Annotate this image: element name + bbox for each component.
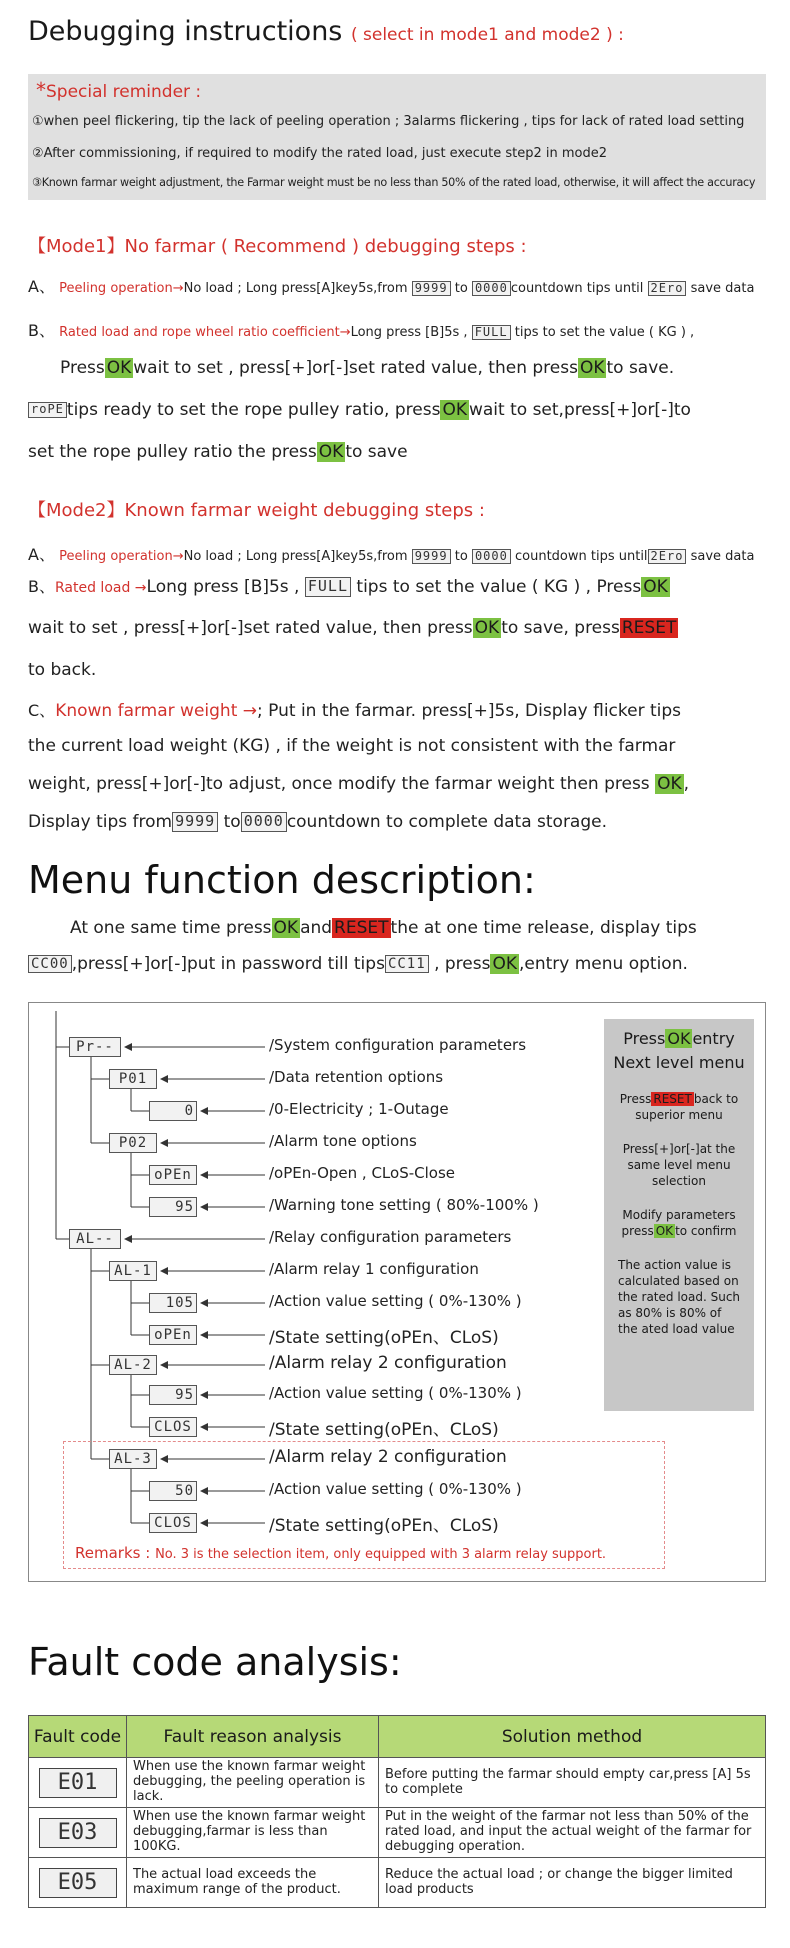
table-row — [29, 1808, 766, 1858]
help-entry: Press OK entry — [623, 1029, 735, 1048]
menu-tree-diagram — [28, 1002, 766, 1582]
mode2-step-b-line3: to back. — [28, 660, 97, 680]
node-open-1: oPEn — [149, 1165, 197, 1185]
lcd-full: FULL — [305, 577, 351, 596]
desc-alarm-relay-3: /Alarm relay 2 configuration — [269, 1447, 507, 1467]
desc-action-value-2: /Action value setting ( 0%-130% ) — [269, 1384, 522, 1402]
menu-intro-line1: At one same time press OK and RESET the at one time release, display tips — [70, 918, 697, 938]
menu-title: Menu function description: — [28, 858, 536, 902]
menu-remark: Remarks : No. 3 is the selection item, only equipped with 3 alarm relay support. — [75, 1544, 607, 1562]
lcd-zero: 2Ero — [648, 281, 687, 297]
menu-help-panel — [604, 1019, 754, 1411]
header-fault-reason: Fault reason analysis — [127, 1716, 379, 1758]
ok-key: OK — [474, 618, 500, 638]
fault-header-row — [29, 1716, 766, 1758]
mode1-step-a: A、 Peeling operation→No load ; Long press[A]key5s,from 9999 to 0000 countdown tips until 2Ero save data — [28, 277, 755, 296]
mode1-step-b-line3: roPE tips ready to set the rope pulley ratio, press OK wait to set,press[+]or[-]to — [28, 400, 691, 420]
desc-state-setting-1: /State setting(oPEn、CLoS) — [269, 1328, 499, 1348]
fault-code-table — [28, 1715, 766, 1908]
node-open-2: oPEn — [149, 1325, 197, 1345]
ok-key: OK — [273, 918, 299, 938]
node-al-2: AL-2 — [109, 1355, 157, 1375]
special-reminder-box — [28, 74, 766, 200]
help-next-level: Next level menu — [613, 1053, 745, 1072]
reset-key: RESET — [334, 918, 389, 938]
desc-state-setting-3: /State setting(oPEn、CLoS) — [269, 1516, 499, 1536]
fault-code-display: E01 — [39, 1768, 117, 1798]
fault-title: Fault code analysis: — [28, 1640, 402, 1684]
desc-open-close: /oPEn-Open , CLoS-Close — [269, 1164, 455, 1182]
reminder-line-3: ③Known farmar weight adjustment, the Farmar weight must be no less than 50% of the rated load, otherwise, it will affect the accuracy — [32, 176, 756, 189]
debug-title — [28, 16, 624, 47]
ok-key: OK — [579, 358, 605, 378]
help-action-value: The action value is calculated based on the rated load. Such as 80% is 80% of the ated load value — [618, 1258, 741, 1336]
ok-key: OK — [442, 400, 467, 420]
desc-alarm-relay-1: /Alarm relay 1 configuration — [269, 1260, 479, 1278]
node-value-95b: 95 — [149, 1385, 197, 1405]
help-modify: Modify parameters press OK to confirm — [621, 1208, 737, 1238]
lcd-full: FULL — [472, 325, 511, 341]
node-value-95a: 95 — [149, 1197, 197, 1217]
desc-system-config: /System configuration parameters — [269, 1036, 527, 1054]
lcd-9999: 9999 — [412, 281, 451, 297]
desc-relay-config: /Relay configuration parameters — [269, 1228, 512, 1246]
node-value-105: 105 — [149, 1293, 197, 1313]
node-al: AL-- — [69, 1229, 121, 1249]
lcd-zero: 2Ero — [648, 549, 687, 565]
debug-title-text: Debugging instructions — [28, 16, 343, 47]
node-p01: P01 — [109, 1069, 157, 1089]
fault-code-display: E05 — [39, 1868, 117, 1898]
mode2-step-b-line2: wait to set , press[+]or[-]set rated value, then press OK to save, press RESET — [28, 618, 677, 638]
reminder-line-1: ①when peel flickering, tip the lack of peeling operation ; 3alarms flickering , tips for lack of rated load setting — [32, 114, 745, 129]
mode2-step-c-line3: weight, press[+]or[-]to adjust, once modify the farmar weight then press OK , — [28, 774, 690, 794]
fault-reason-cell: When use the known farmar weight debugging, the peeling operation is lack. — [127, 1758, 379, 1808]
node-pr: Pr-- — [69, 1037, 121, 1057]
lcd-9999: 9999 — [412, 549, 451, 565]
mode2-step-b: B、Rated load →Long press [B]5s , FULL tips to set the value ( KG ) , Press OK — [28, 577, 668, 597]
mode2-step-c: C、Known farmar weight →; Put in the farmar. press[+]5s, Display flicker tips — [28, 701, 682, 721]
desc-alarm-tone: /Alarm tone options — [269, 1132, 417, 1150]
help-back: Press RESET back to superior menu — [619, 1092, 739, 1122]
lcd-rope: roPE — [28, 402, 67, 418]
ok-key: OK — [657, 774, 682, 794]
table-row — [29, 1858, 766, 1908]
node-clos-1: CLOS — [149, 1417, 197, 1437]
desc-electricity: /0-Electricity ; 1-Outage — [269, 1100, 449, 1118]
lcd-0000: 0000 — [472, 281, 511, 297]
help-same-level: Press[+]or[-]at the same level menu selection — [622, 1142, 736, 1188]
mode1-title: 【Mode1】No farmar ( Recommend ) debugging steps : — [28, 236, 527, 257]
lcd-0000: 0000 — [241, 812, 287, 831]
mode2-step-c-line4: Display tips from 9999 to 0000 countdown to complete data storage. — [28, 812, 608, 832]
node-al-1: AL-1 — [109, 1261, 157, 1281]
lcd-cc00: CC00 — [28, 955, 72, 973]
lcd-cc11: CC11 — [385, 955, 429, 973]
fault-code-cell — [29, 1858, 127, 1908]
desc-warning-tone: /Warning tone setting ( 80%-100% ) — [269, 1196, 539, 1214]
mode2-step-c-line2: the current load weight (KG) , if the weight is not consistent with the farmar — [28, 736, 676, 756]
fault-solution-cell: Reduce the actual load ; or change the bigger limited load products — [379, 1858, 766, 1908]
debug-subtitle: ( select in mode1 and mode2 ) : — [350, 25, 624, 45]
node-value-50: 50 — [149, 1481, 197, 1501]
ok-key: OK — [492, 954, 517, 974]
node-value-0: 0 — [149, 1101, 197, 1121]
header-fault-code: Fault code — [29, 1716, 127, 1758]
node-p02: P02 — [109, 1133, 157, 1153]
mode2-title: 【Mode2】Known farmar weight debugging steps : — [28, 500, 485, 521]
fault-solution-cell: Before putting the farmar should empty car,press [A] 5s to complete — [379, 1758, 766, 1808]
lcd-0000: 0000 — [472, 549, 511, 565]
fault-reason-cell: When use the known farmar weight debugging,farmar is less than 100KG. — [127, 1808, 379, 1858]
node-clos-2: CLOS — [149, 1513, 197, 1533]
fault-solution-cell: Put in the weight of the farmar not less than 50% of the rated load, and input the actual weight of the farmar for debugging operation. — [379, 1808, 766, 1858]
fault-code-cell — [29, 1758, 127, 1808]
mode2-step-a: A、 Peeling operation→No load ; Long press[A]key5s,from 9999 to 0000 countdown tips until 2Ero save data — [28, 545, 755, 564]
ok-key: OK — [318, 442, 344, 462]
desc-action-value-3: /Action value setting ( 0%-130% ) — [269, 1480, 522, 1498]
menu-intro-line2: CC00 ,press[+]or[-]put in password till tips CC11 , press OK ,entry menu option. — [28, 954, 688, 974]
fault-code-display: E03 — [39, 1818, 117, 1848]
mode1-step-b-line4: set the rope pulley ratio the press OK to save — [28, 442, 408, 462]
desc-state-setting-2: /State setting(oPEn、CLoS) — [269, 1420, 499, 1440]
mode1-step-b-line2: Press OK wait to set , press[+]or[-]set rated value, then press OK to save. — [60, 358, 675, 378]
fault-code-cell — [29, 1808, 127, 1858]
mode1-step-b: B、 Rated load and rope wheel ratio coefficient→Long press [B]5s , FULL tips to set the value ( KG ) , — [28, 321, 695, 340]
desc-action-value-1: /Action value setting ( 0%-130% ) — [269, 1292, 522, 1310]
ok-key: OK — [643, 577, 668, 597]
reminder-line-2: ②After commissioning, if required to modify the rated load, just execute step2 in mode2 — [32, 146, 608, 161]
ok-key: OK — [106, 358, 132, 378]
table-row — [29, 1758, 766, 1808]
header-solution: Solution method — [379, 1716, 766, 1758]
lcd-9999: 9999 — [172, 812, 218, 831]
reminder-title: *Special reminder : — [36, 78, 202, 102]
node-al-3: AL-3 — [109, 1449, 157, 1469]
desc-alarm-relay-2: /Alarm relay 2 configuration — [269, 1353, 507, 1373]
fault-reason-cell: The actual load exceeds the maximum range of the product. — [127, 1858, 379, 1908]
desc-data-retention: /Data retention options — [269, 1068, 444, 1086]
reset-key: RESET — [621, 618, 677, 638]
